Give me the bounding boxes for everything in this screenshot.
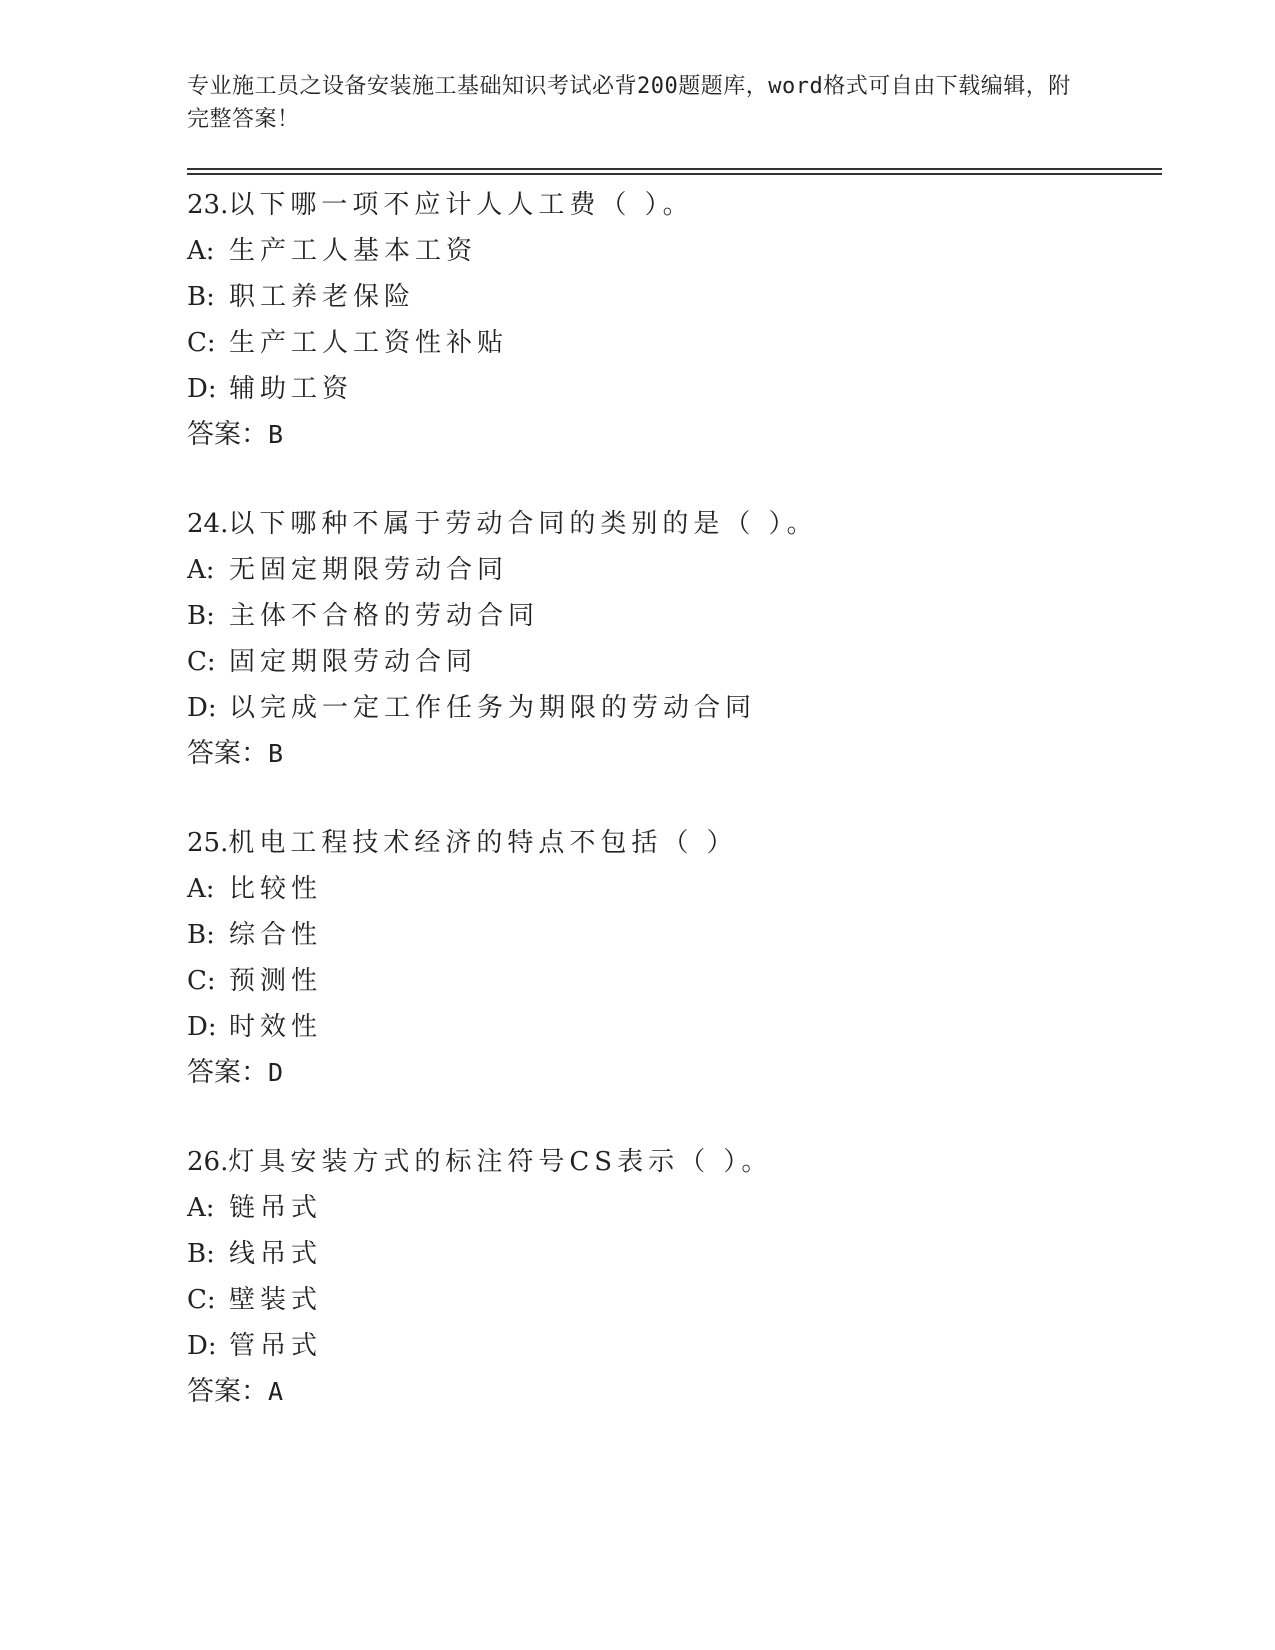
document-page (187, 70, 1162, 1458)
option-text: 线吊式 (229, 1239, 323, 1269)
option-key: D: (187, 374, 217, 404)
question-text: 以下哪一项不应计人人工费（ ）。 (228, 190, 694, 220)
answer-label: 答案： (187, 1057, 268, 1088)
option-text: 职工养老保险 (229, 282, 416, 312)
question-stem (187, 501, 1162, 547)
option-d (187, 1004, 1162, 1050)
answer (187, 1369, 1162, 1415)
option-b (187, 1231, 1162, 1277)
option-text: 壁装式 (229, 1285, 323, 1315)
question-list (187, 182, 1162, 1415)
question-text: 机电工程技术经济的特点不包括（ ） (228, 828, 738, 858)
option-key: A: (187, 555, 215, 585)
question-26 (187, 1139, 1162, 1415)
question-number: 23. (187, 190, 229, 220)
answer (187, 1050, 1162, 1096)
option-text: 时效性 (229, 1012, 323, 1042)
option-a (187, 228, 1162, 274)
option-text: 生产工人工资性补贴 (229, 328, 509, 358)
option-text: 无固定期限劳动合同 (229, 555, 509, 585)
option-key: D: (187, 1331, 217, 1361)
option-text: 生产工人基本工资 (229, 236, 478, 266)
option-c (187, 958, 1162, 1004)
answer-value: B (268, 739, 284, 768)
question-25 (187, 820, 1162, 1096)
option-text: 辅助工资 (229, 374, 354, 404)
option-d (187, 1323, 1162, 1369)
question-stem (187, 1139, 1162, 1185)
option-a (187, 1185, 1162, 1231)
question-23 (187, 182, 1162, 458)
question-text: 灯具安装方式的标注符号CS表示（ ）。 (228, 1147, 773, 1177)
question-stem (187, 182, 1162, 228)
option-key: B: (187, 920, 215, 950)
option-c (187, 1277, 1162, 1323)
option-c (187, 320, 1162, 366)
option-text: 综合性 (229, 920, 323, 950)
option-key: C: (187, 1285, 216, 1315)
option-text: 固定期限劳动合同 (229, 647, 478, 677)
header-divider (187, 168, 1162, 174)
option-key: A: (187, 236, 215, 266)
answer-value: D (268, 1058, 284, 1087)
document-header: 专业施工员之设备安装施工基础知识考试必背200题题库，word格式可自由下载编辑，附完整答案！ (187, 74, 1071, 132)
answer (187, 412, 1162, 458)
option-key: C: (187, 647, 216, 677)
option-d (187, 366, 1162, 412)
option-key: B: (187, 1239, 215, 1269)
option-d (187, 685, 1162, 731)
answer-label: 答案： (187, 1376, 268, 1407)
answer-label: 答案： (187, 738, 268, 769)
question-number: 25. (187, 828, 229, 858)
option-text: 主体不合格的劳动合同 (229, 601, 540, 631)
answer-value: A (268, 1377, 284, 1406)
question-number: 26. (187, 1147, 229, 1177)
option-key: A: (187, 1193, 215, 1223)
divider-line-top (187, 168, 1162, 170)
option-key: B: (187, 282, 215, 312)
option-text: 以完成一定工作任务为期限的劳动合同 (229, 693, 757, 723)
divider-line-bottom (187, 173, 1162, 175)
option-key: A: (187, 874, 215, 904)
option-text: 链吊式 (229, 1193, 323, 1223)
option-text: 预测性 (229, 966, 323, 996)
option-key: D: (187, 1012, 217, 1042)
option-key: C: (187, 966, 216, 996)
question-stem (187, 820, 1162, 866)
option-a (187, 866, 1162, 912)
option-b (187, 912, 1162, 958)
question-number: 24. (187, 509, 229, 539)
option-b (187, 274, 1162, 320)
question-text: 以下哪种不属于劳动合同的类别的是（ ）。 (228, 509, 818, 539)
option-text: 比较性 (229, 874, 323, 904)
option-a (187, 547, 1162, 593)
option-text: 管吊式 (229, 1331, 323, 1361)
question-24 (187, 501, 1162, 777)
answer (187, 731, 1162, 777)
option-b (187, 593, 1162, 639)
option-key: D: (187, 693, 217, 723)
answer-value: B (268, 420, 284, 449)
option-key: C: (187, 328, 216, 358)
option-c (187, 639, 1162, 685)
option-key: B: (187, 601, 215, 631)
answer-label: 答案： (187, 419, 268, 450)
